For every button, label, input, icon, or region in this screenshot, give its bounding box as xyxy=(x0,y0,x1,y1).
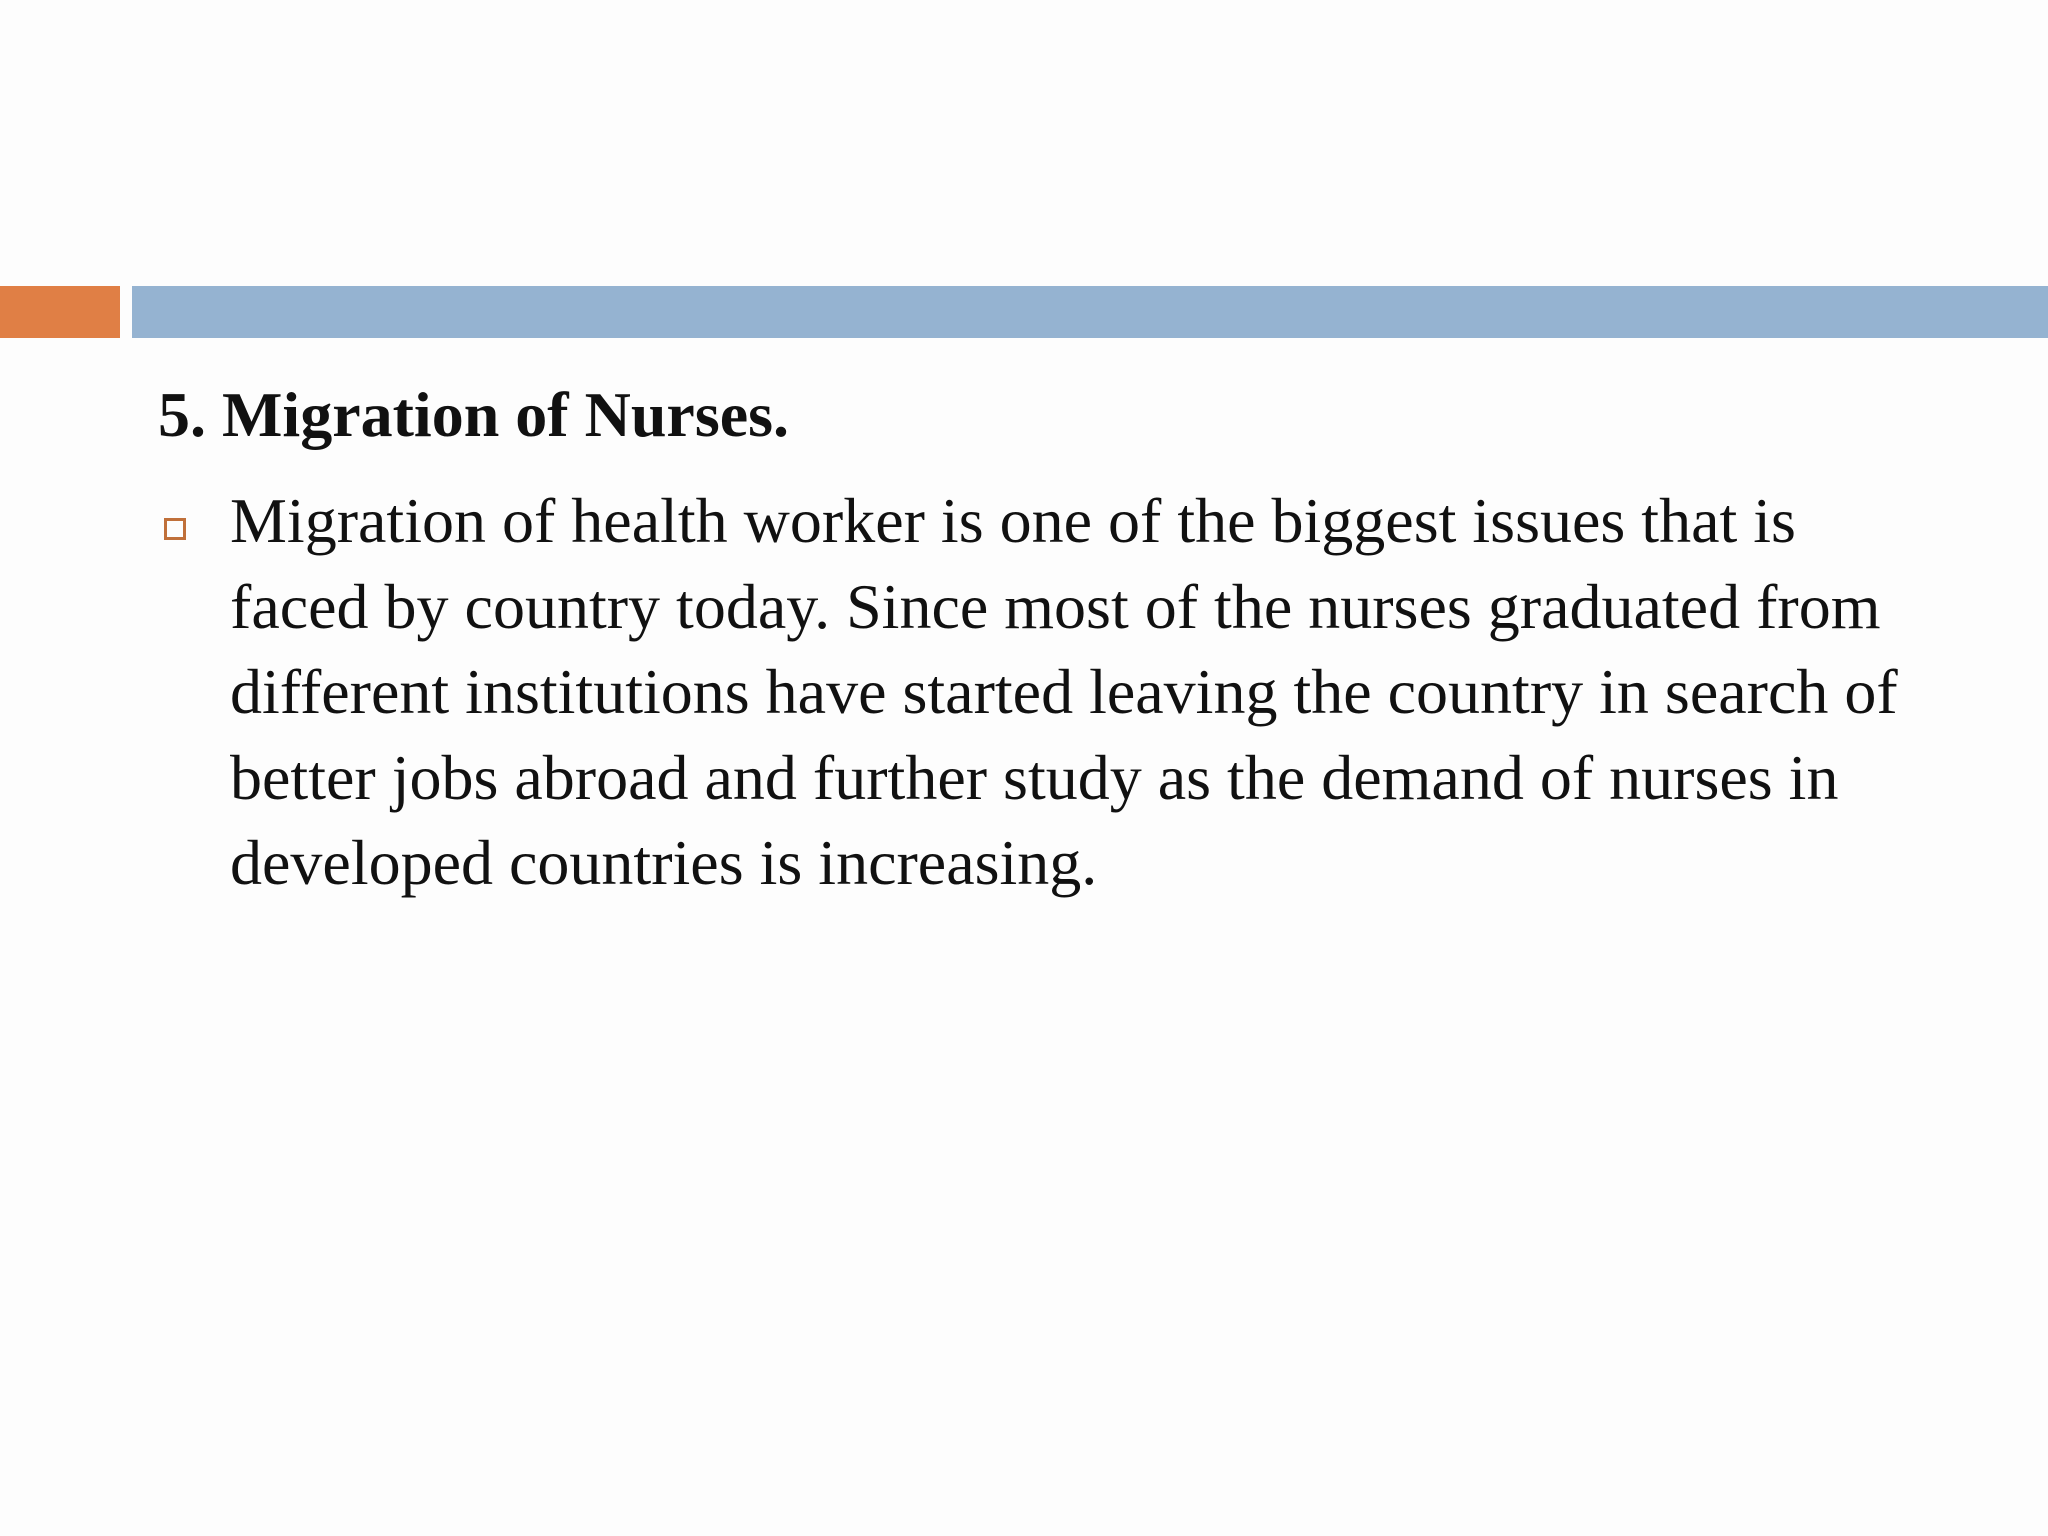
hollow-square-bullet-icon xyxy=(164,518,186,540)
bullet-item xyxy=(158,478,1958,906)
slide-heading: 5. Migration of Nurses. xyxy=(158,379,790,450)
accent-bar-orange xyxy=(0,286,120,338)
bullet-text: Migration of health worker is one of the biggest issues that is faced by country today. Since most of the nurses graduated from different institutions have started leaving the country in search of better jobs abroad and further study as the demand of nurses in developed countries is increasing. xyxy=(230,485,1898,898)
accent-bar-blue xyxy=(132,286,2048,338)
slide-content xyxy=(158,372,1958,906)
